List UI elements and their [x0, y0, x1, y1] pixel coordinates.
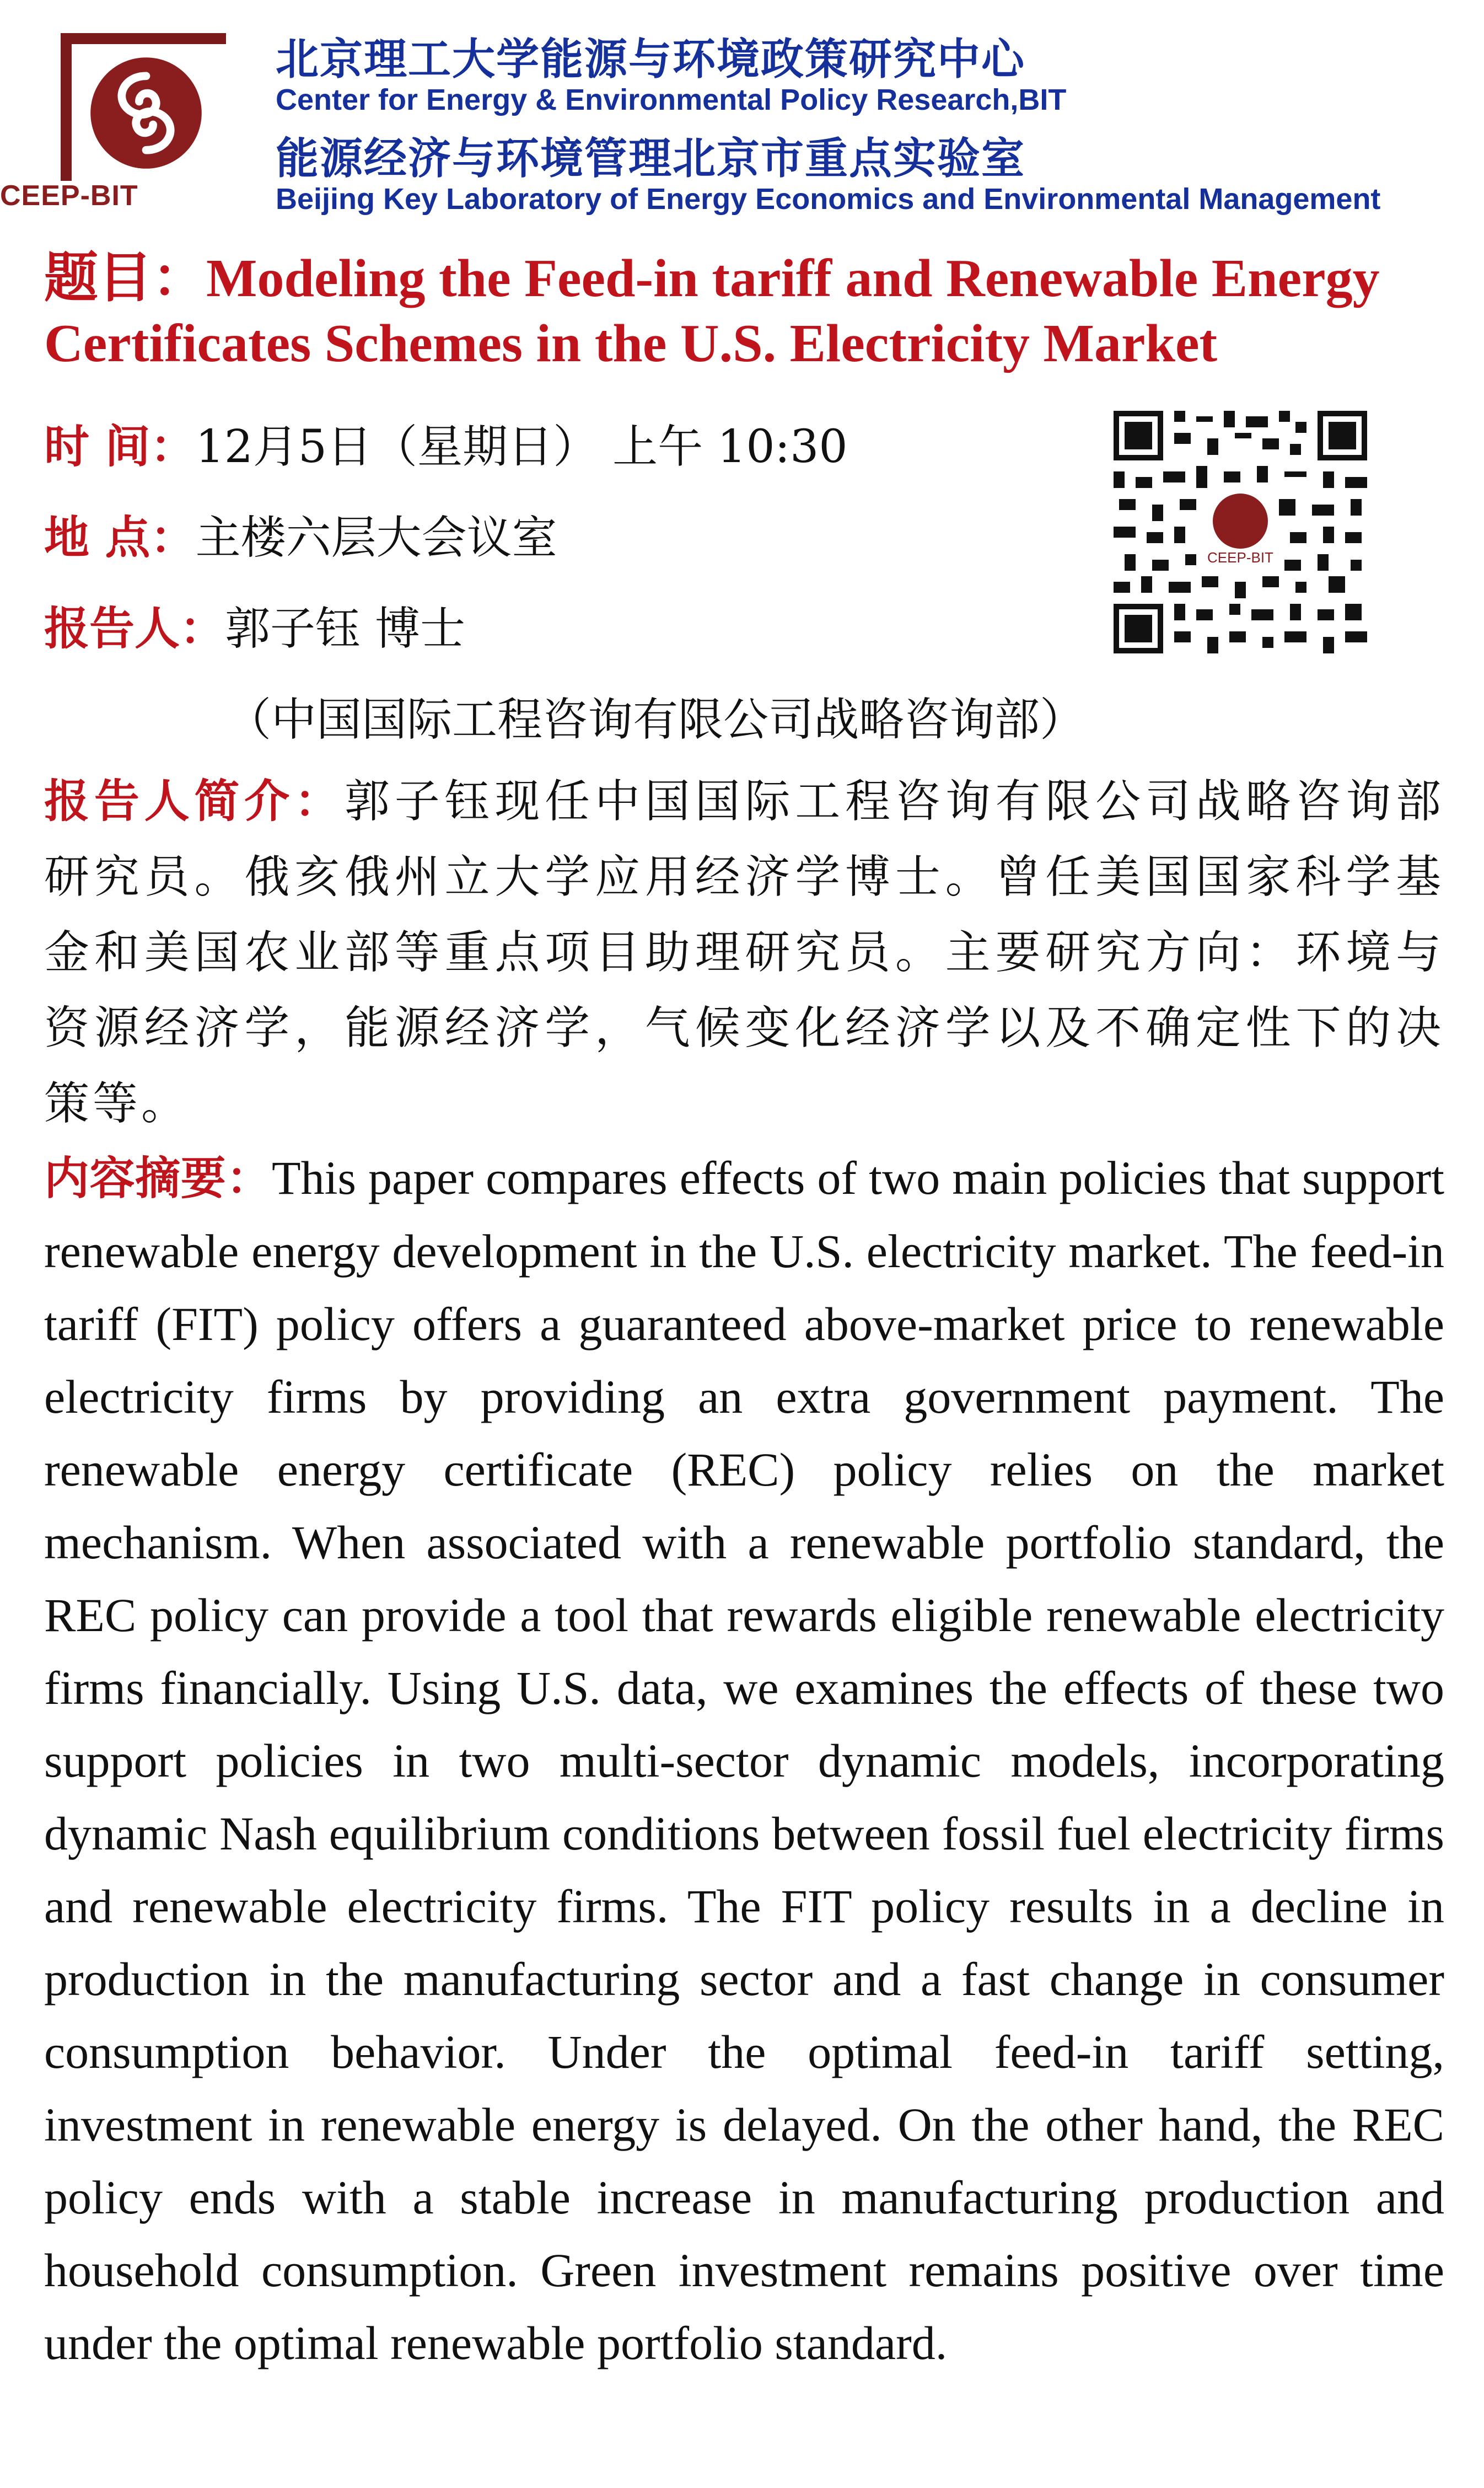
speaker-bio: 报告人简介：郭子钰现任中国国际工程咨询有限公司战略咨询部研究员。俄亥俄州立大学应用经济学博士。曾任美国国家科学基金和美国农业部等重点项目助理研究员。主要研究方向：环境与资源经济学，能源经济学，气候变化经济学以及不确定性下的决策等。 [44, 775, 1444, 1130]
speaker-affiliation: （中国国际工程咨询有限公司战略咨询部） [226, 694, 1085, 746]
ceep-logo-icon [88, 55, 204, 171]
lab-name-cn: 能源经济与环境管理北京市重点实验室 [276, 134, 1026, 183]
svg-text:CEEP-BIT: CEEP-BIT [1207, 549, 1273, 566]
place-line: 地 点：主楼六层大会议室 [44, 511, 557, 564]
abstract: 内容摘要：This paper compares effects of two main policies that support renewable energy development in the U.S. electricity market. The feed-in tariff (FIT) policy offers a guaranteed above-market price to renewable electricity firms by providing an extra government payment. The renewable energy certificate (REC) policy relies on the market mechanism. When associated with a renewable portfolio standard, the REC policy can provide a tool that rewards eligible renewable electricity firms financially. Using U.S. data, we examines the effects of these two support policies in two multi-sector dynamic models, incorporating dynamic Nash equilibrium conditions between fossil fuel electricity firms and renewable electricity firms. The FIT policy results in a decline in production in the manufacturing sector and a fast change in consumer consumption behavior. Under the optimal feed-in tariff setting, investment in renewable energy is delayed. On the other hand, the REC policy ends with a stable increase in manufacturing production and household consumption. Green investment remains positive over time under the optimal renewable portfolio standard. [44, 1151, 1444, 2369]
lab-name-en: Beijing Key Laboratory of Energy Economics and Environmental Management [276, 183, 1381, 216]
talk-title: 题目：Modeling the Feed-in tariff and Renewable Energy Certificates Schemes in the U.S. Electricity Market [44, 246, 1380, 373]
time-line: 时 间：12月5日（星期日） 上午 10:30 [44, 420, 848, 473]
speaker-line: 报告人：郭子钰 博士 [44, 602, 466, 655]
org-name-cn: 北京理工大学能源与环境政策研究中心 [276, 35, 1026, 83]
qr-code-icon[interactable] [1108, 405, 1373, 659]
logo-text: CEEP-BIT [0, 180, 138, 212]
org-name-en: Center for Energy & Environmental Policy Research,BIT [276, 83, 1067, 116]
